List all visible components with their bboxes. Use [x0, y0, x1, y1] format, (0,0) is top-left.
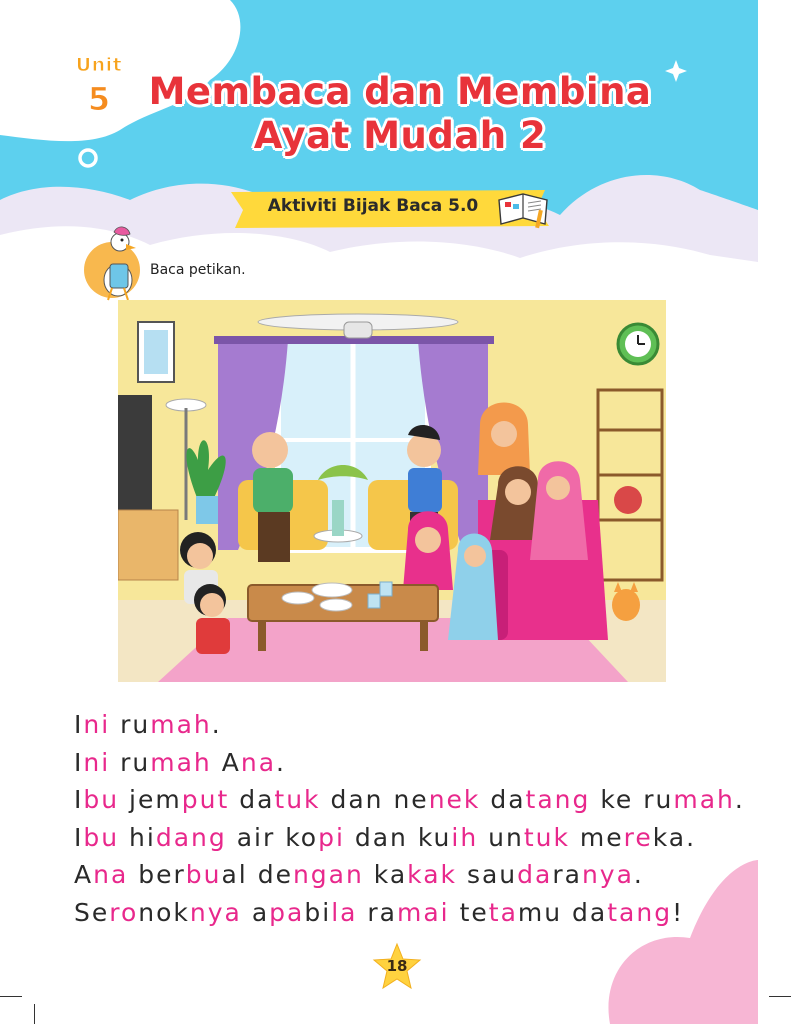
highlighted-syllable: put	[181, 785, 230, 815]
syllable: air ko	[226, 822, 319, 852]
highlighted-syllable: na	[93, 860, 129, 890]
highlighted-syllable: bu	[83, 785, 120, 815]
syllable: me	[569, 822, 624, 852]
syllable: un	[478, 822, 524, 852]
syllable: te	[449, 897, 489, 927]
highlighted-syllable: nek	[428, 785, 481, 815]
highlighted-syllable: tang	[525, 785, 591, 815]
syllable: I	[74, 822, 84, 852]
syllable: .	[633, 860, 644, 890]
highlighted-syllable: tuk	[274, 785, 321, 815]
syllable: a	[241, 897, 270, 927]
syllable: A	[74, 860, 94, 890]
syllable: ke ru	[590, 785, 674, 815]
highlighted-syllable: dang	[155, 822, 227, 852]
page-title-line2: Ayat Mudah 2	[253, 114, 547, 157]
highlighted-syllable: mah	[150, 710, 212, 739]
syllable: !	[672, 897, 685, 927]
highlighted-syllable: pi	[318, 822, 345, 852]
activity-label: Aktiviti Bijak Baca 5.0	[267, 196, 479, 216]
highlighted-syllable: da	[517, 860, 553, 890]
syllable: .	[211, 710, 222, 739]
syllable: dan ne	[320, 785, 429, 815]
instruction-text: Baca petikan.	[150, 262, 246, 278]
highlighted-syllable: bu	[83, 822, 120, 852]
highlighted-syllable: ngan	[292, 860, 364, 890]
grandfather-figure	[252, 432, 293, 562]
page-title-line1: Membaca dan Membina	[148, 70, 652, 113]
syllable: nok	[138, 897, 190, 927]
highlighted-syllable: mai	[397, 897, 450, 927]
highlighted-syllable: nya	[189, 897, 242, 927]
page-number: 18	[386, 957, 408, 975]
syllable: ber	[128, 860, 186, 890]
syllable: .	[276, 747, 286, 777]
syllable: al de	[221, 860, 293, 890]
syllable: jem	[119, 785, 182, 815]
syllable: sau	[457, 860, 518, 890]
highlighted-syllable: na	[240, 747, 277, 777]
mother-figure	[478, 403, 530, 476]
syllable: ru	[110, 710, 151, 739]
highlighted-syllable: ih	[451, 822, 479, 852]
highlighted-syllable: mah	[673, 785, 735, 815]
highlighted-syllable: bu	[185, 860, 222, 890]
syllable: .	[734, 785, 745, 815]
unit-label: Unit	[75, 54, 123, 76]
aunt-figure	[530, 461, 588, 560]
highlighted-syllable: pa	[269, 897, 305, 927]
syllable: da	[229, 785, 275, 815]
syllable: dan ku	[344, 822, 452, 852]
unit-number: 5	[87, 80, 111, 118]
syllable: ka.	[652, 822, 697, 852]
syllable: ra	[357, 897, 397, 927]
highlighted-syllable: nya	[581, 860, 634, 890]
highlighted-syllable: ro	[109, 897, 139, 927]
highlighted-syllable: ni	[83, 710, 111, 739]
syllable: Se	[74, 897, 110, 927]
syllable: A	[211, 747, 241, 777]
syllable: I	[74, 710, 84, 739]
syllable: I	[74, 785, 84, 815]
highlighted-syllable: ta	[488, 897, 518, 927]
syllable: da	[480, 785, 526, 815]
highlighted-syllable: ni	[83, 747, 111, 777]
syllable: ra	[552, 860, 582, 890]
syllable: bi	[304, 897, 332, 927]
highlighted-syllable: re	[623, 822, 653, 852]
syllable: ka	[363, 860, 408, 890]
highlighted-syllable: kak	[407, 860, 457, 890]
syllable: I	[74, 747, 84, 777]
syllable: mu da	[517, 897, 608, 927]
highlighted-syllable: la	[331, 897, 358, 927]
mascot-character	[82, 224, 154, 302]
highlighted-syllable: tuk	[523, 822, 570, 852]
highlighted-syllable: mah	[150, 747, 212, 777]
syllable: ru	[110, 747, 151, 777]
highlighted-syllable: tang	[607, 897, 673, 927]
syllable: hi	[119, 822, 156, 852]
